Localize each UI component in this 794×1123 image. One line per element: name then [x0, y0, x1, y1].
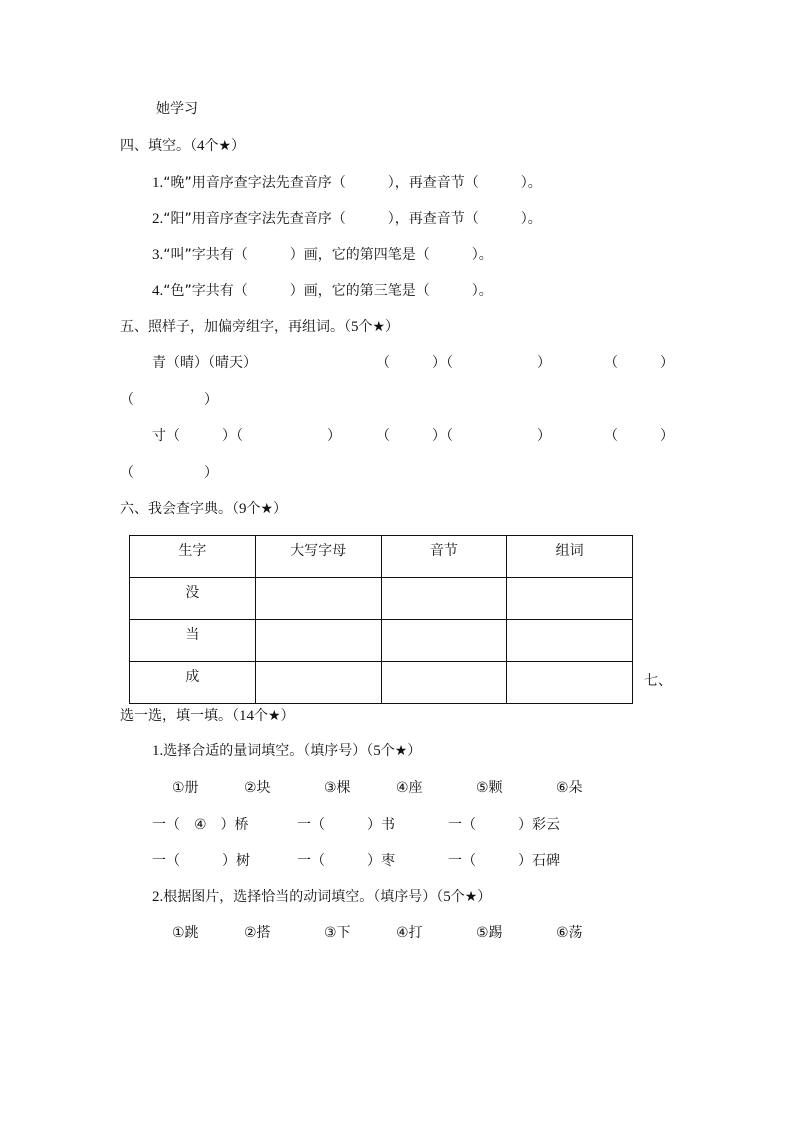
char-cell: 当 — [130, 620, 256, 662]
s7-question-1: 1.选择合适的量词填空。（填序号）（5个★） — [152, 743, 422, 759]
measure-blank-date: 一（ ）枣 — [297, 853, 395, 869]
char-cell: 成 — [130, 662, 256, 704]
option-3: ③棵 — [324, 780, 351, 796]
answer-cell[interactable] — [255, 620, 381, 662]
option-1: ①册 — [172, 780, 199, 796]
section-7-number: 七、 — [644, 673, 672, 689]
table-row — [130, 620, 633, 662]
dictionary-table — [129, 535, 633, 704]
s4-question-4: 4.“色”字共有（ ）画，它的第三笔是（ ）。 — [152, 283, 493, 299]
s4-question-2: 2.“阳”用音序查字法先查音序（ ），再查音节（ ）。 — [152, 211, 542, 227]
s5-row1-blank-a: （ ）（ ） — [376, 355, 551, 371]
answer-cell[interactable] — [255, 578, 381, 620]
verb-option-2: ②搭 — [244, 925, 271, 941]
verb-option-5: ⑤踢 — [476, 925, 503, 941]
header-cell: 大写字母 — [255, 536, 381, 578]
s5-row2-blank-b: （ ） — [604, 428, 674, 444]
answer-cell[interactable] — [507, 578, 633, 620]
s5-row1-wrap: （ ） — [120, 392, 218, 408]
answer-cell[interactable] — [381, 662, 507, 704]
option-2: ②块 — [244, 780, 271, 796]
s5-row2-wrap: （ ） — [120, 465, 218, 481]
answer-cell[interactable] — [381, 620, 507, 662]
header-cell: 音节 — [381, 536, 507, 578]
verb-option-1: ①跳 — [172, 925, 199, 941]
answer-cell[interactable] — [255, 662, 381, 704]
section-5-title: 五、照样子，加偏旁组字，再组词。（5个★） — [120, 319, 400, 335]
answer-cell[interactable] — [507, 620, 633, 662]
s4-question-1: 1.“晚”用音序查字法先查音序（ ），再查音节（ ）。 — [152, 175, 542, 191]
continued-text: 她学习 — [156, 101, 198, 117]
option-4: ④座 — [396, 780, 423, 796]
measure-blank-bridge: 一（ ④ ）桥 — [152, 817, 249, 833]
measure-blank-stele: 一（ ）石碑 — [448, 853, 560, 869]
s5-row1-blank-b: （ ） — [604, 355, 674, 371]
option-6: ⑥朵 — [556, 780, 583, 796]
char-cell: 没 — [130, 578, 256, 620]
section-6-title: 六、我会查字典。（9个★） — [120, 501, 288, 517]
table-row — [130, 662, 633, 704]
header-cell: 组词 — [507, 536, 633, 578]
measure-blank-tree: 一（ ）树 — [152, 853, 250, 869]
verb-option-4: ④打 — [396, 925, 423, 941]
s4-question-3: 3.“叫”字共有（ ）画，它的第四笔是（ ）。 — [152, 247, 493, 263]
s5-example: 青（晴）（晴天） — [152, 355, 257, 371]
section-4-title: 四、填空。（4个★） — [120, 138, 246, 154]
option-5: ⑤颗 — [476, 780, 503, 796]
header-cell: 生字 — [130, 536, 256, 578]
measure-blank-book: 一（ ）书 — [297, 817, 395, 833]
s5-row2-char: 寸（ ）（ ） — [152, 428, 341, 444]
measure-blank-cloud: 一（ ）彩云 — [448, 817, 560, 833]
verb-option-6: ⑥荡 — [556, 925, 583, 941]
table-header-row — [130, 536, 633, 578]
answer-cell[interactable] — [381, 578, 507, 620]
section-7-title: 选一选，填一填。（14个★） — [120, 708, 295, 724]
verb-option-3: ③下 — [324, 925, 351, 941]
s5-row2-blank-a: （ ）（ ） — [376, 428, 551, 444]
table-row — [130, 578, 633, 620]
answer-cell[interactable] — [507, 662, 633, 704]
s7-question-2: 2.根据图片，选择恰当的动词填空。（填序号）（5个★） — [152, 889, 492, 905]
